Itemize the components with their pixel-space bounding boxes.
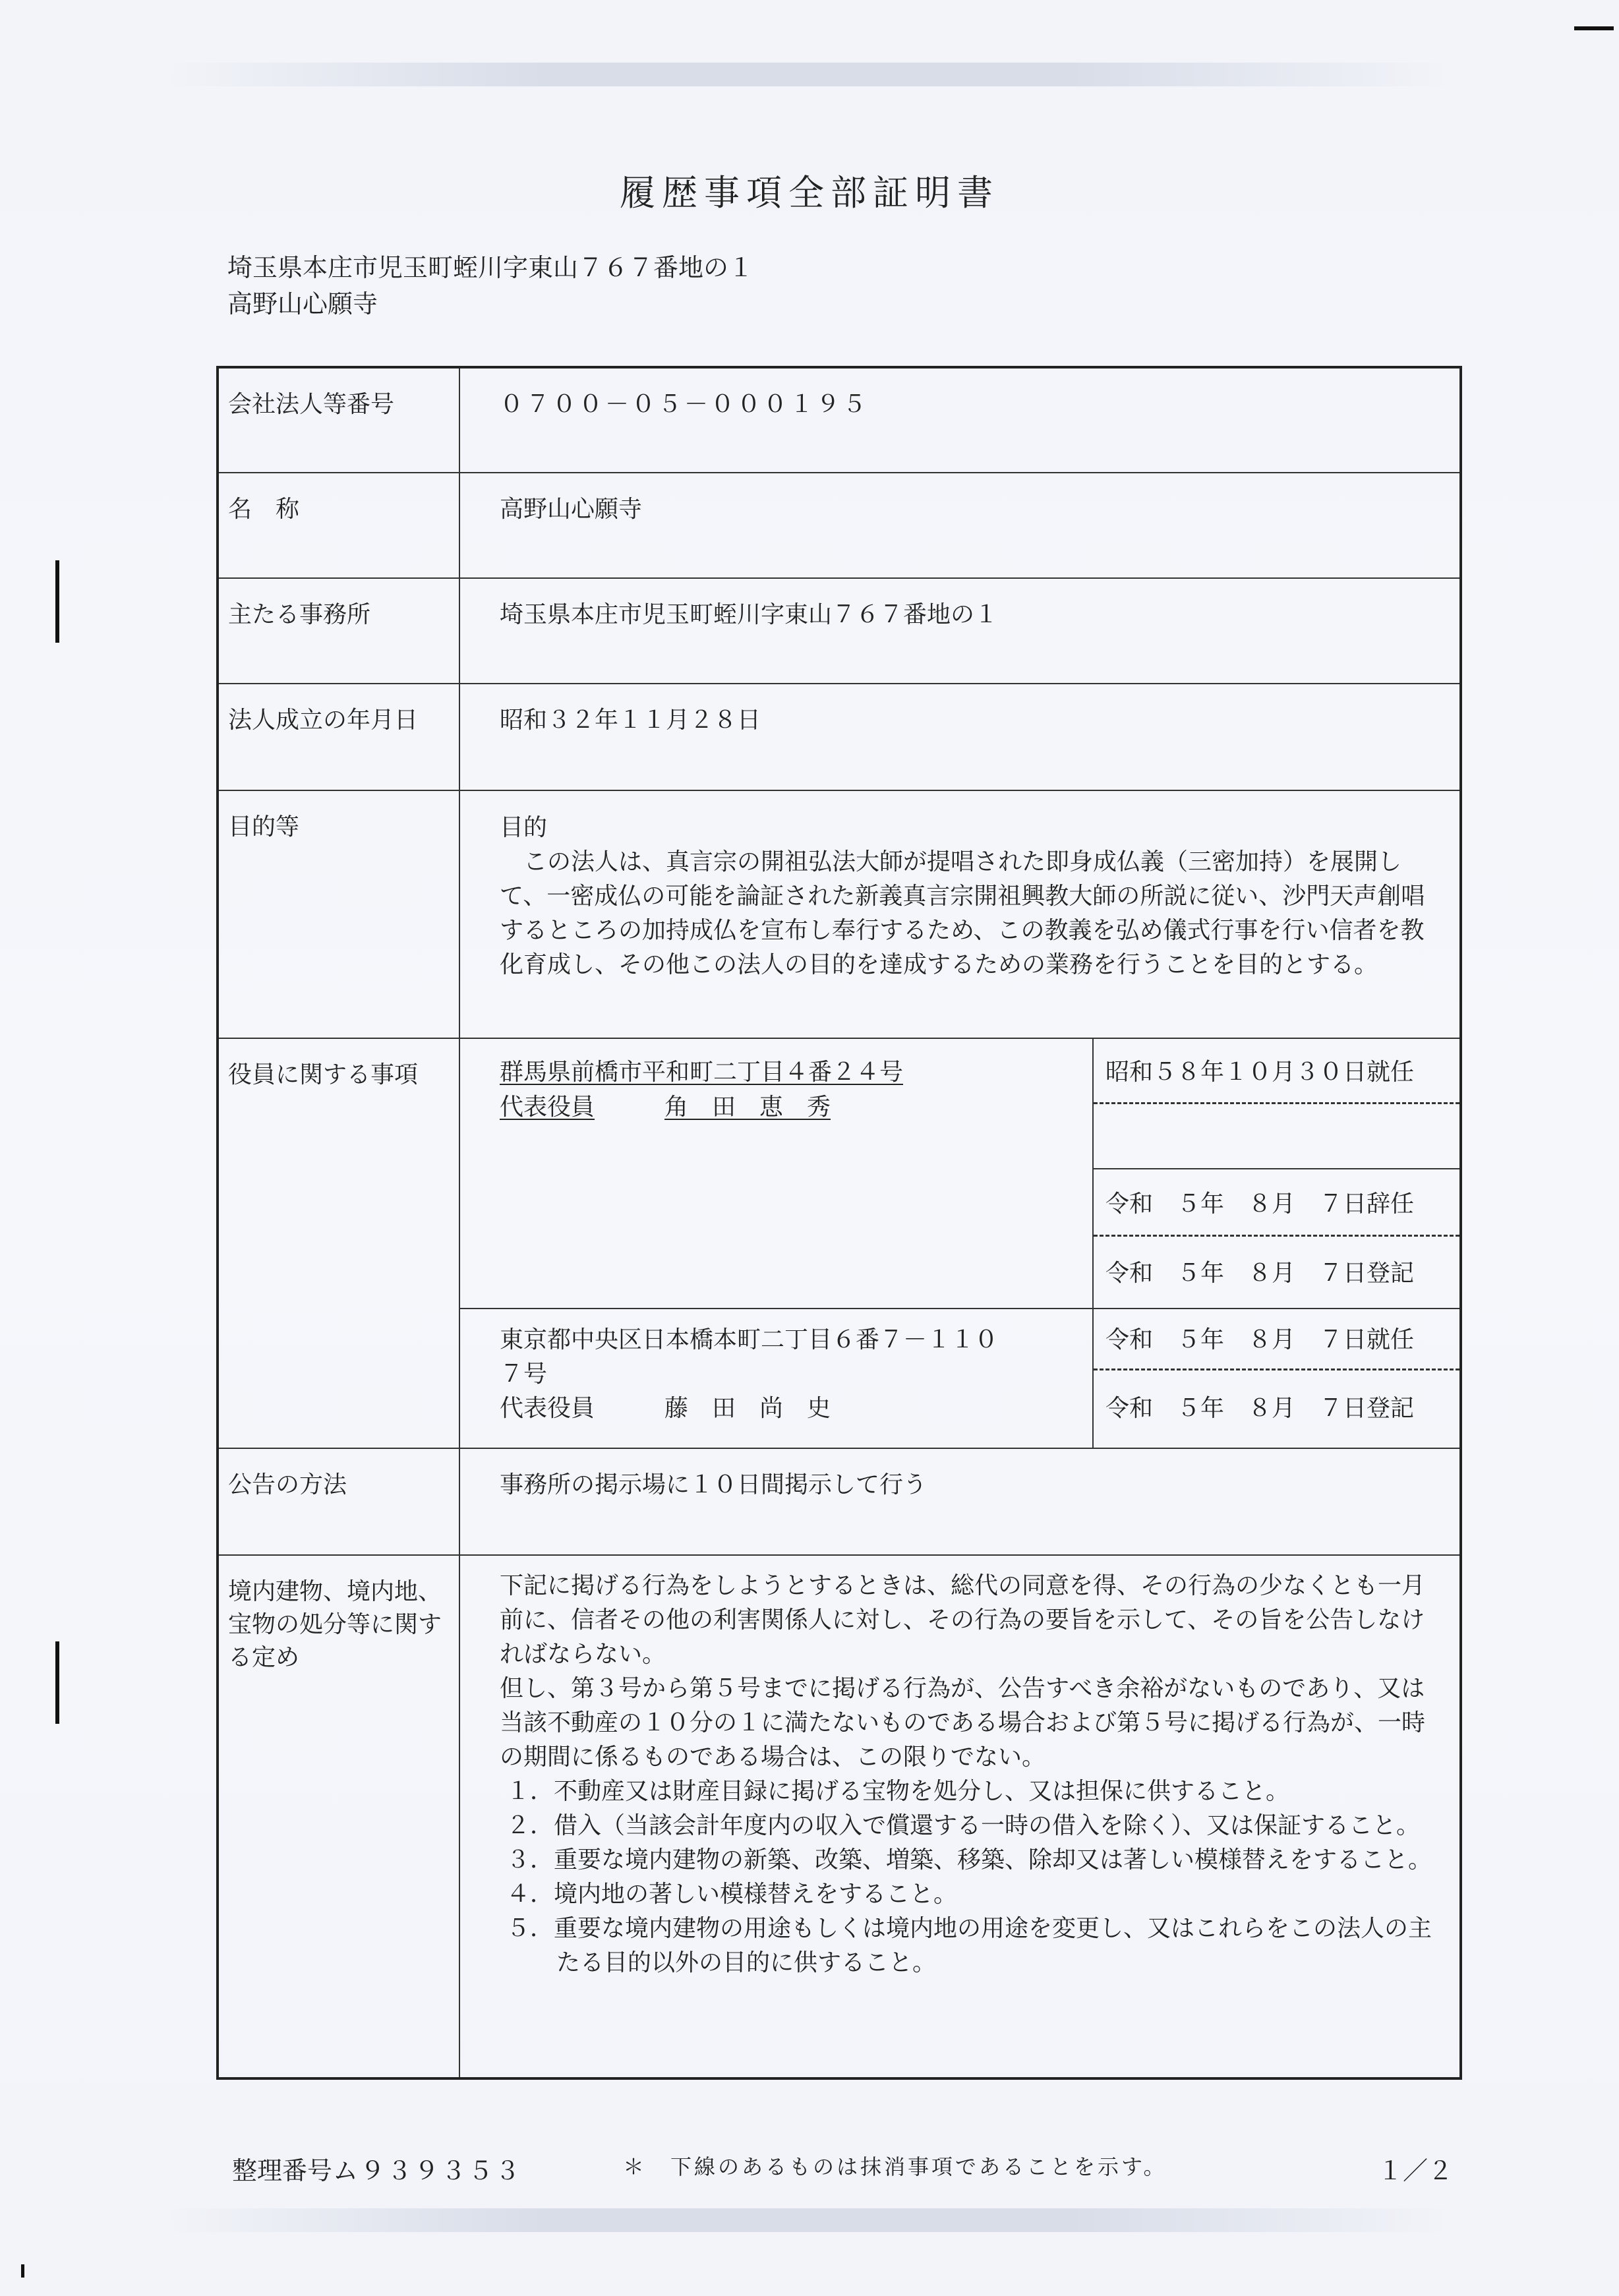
row-notice: [218, 1448, 1461, 1555]
property-item: ３．重要な境内建物の新築、改築、増築、移築、除却又は著しい模様替えをすること。: [506, 1846, 1432, 1873]
name-value: 高野山心願寺: [459, 473, 1461, 578]
officer2-name: 藤 田 尚 史: [664, 1395, 831, 1422]
purpose-text: この法人は、真言宗の開祖弘法大師が提唱された即身成仏義（三密加持）を展開して、一密成仏の可能を論証された新義真言宗開祖興教大師の所説に従い、沙門天声創唱するところの加持成仏を宣布し奉行するため、この教義を弘め儀式行事を行い信者を教化育成し、その他この法人の目的を達成するための業務を行うことを目的とする。: [500, 848, 1425, 978]
header-address: 埼玉県本庄市児玉町蛭川字東山７６７番地の１: [227, 253, 754, 282]
footer-ref-label: 整理番号: [232, 2156, 333, 2185]
officer1-date-registered: 令和 ５年 ８月 ７日登記: [1105, 1260, 1415, 1287]
property-item: ４．境内地の著しい模様替えをすること。: [506, 1881, 958, 1908]
officer2-address-line1: 東京都中央区日本橋本町二丁目６番７－１１０: [500, 1326, 999, 1353]
officer1-role: 代表役員: [500, 1094, 595, 1121]
property-items: [500, 1775, 1433, 1980]
row-office: [218, 578, 1461, 684]
date-divider: [1094, 1308, 1459, 1309]
header-name: 高野山心願寺: [227, 289, 378, 318]
row-purpose: [218, 790, 1461, 1038]
row-officers: [218, 1038, 1461, 1448]
officer1-date-resigned: 令和 ５年 ８月 ７日辞任: [1105, 1191, 1415, 1218]
row-established: [218, 684, 1461, 790]
notice-value: 事務所の掲示場に１０日間掲示して行う: [459, 1448, 1461, 1555]
established-value: 昭和３２年１１月２８日: [459, 684, 1461, 790]
property-label: 境内建物、境内地、宝物の処分等に関する定め: [218, 1555, 459, 2078]
officers-cell: [459, 1038, 1461, 1448]
page-number: １／２: [1378, 2156, 1454, 2185]
officers-label: 役員に関する事項: [218, 1038, 459, 1448]
notice-label: 公告の方法: [218, 1448, 459, 1555]
footer-ref-number: ム９３９３５３: [333, 2156, 523, 2185]
officer2-date-appointed: 令和 ５年 ８月 ７日就任: [1105, 1326, 1415, 1353]
officer2-role: 代表役員: [500, 1395, 595, 1422]
established-label: 法人成立の年月日: [218, 684, 459, 790]
officer1-date-appointed: 昭和５８年１０月３０日就任: [1105, 1059, 1415, 1086]
purpose-heading: 目的: [500, 814, 548, 841]
name-label: 名 称: [218, 473, 459, 578]
corner-mark: [1574, 26, 1614, 30]
dashed-separator: [1094, 1369, 1459, 1370]
document-title: 履歴事項全部証明書: [620, 172, 999, 214]
office-value: 埼玉県本庄市児玉町蛭川字東山７６７番地の１: [459, 578, 1461, 684]
property-item: １．不動産又は財産目録に掲げる宝物を処分し、又は担保に供すること。: [506, 1778, 1290, 1805]
row-corp-number: [218, 367, 1461, 473]
date-divider: [1094, 1168, 1459, 1169]
punch-mark-upper: [55, 560, 59, 643]
officer-divider: [460, 1308, 1094, 1309]
certificate-table: [216, 366, 1462, 2080]
office-label: 主たる事務所: [218, 578, 459, 684]
officer-dates-column: [1092, 1039, 1459, 1448]
top-decorative-band: [158, 63, 1457, 86]
property-paragraph-1: 下記に掲げる行為をしようとするときは、総代の同意を得、その行為の少なくとも一月前に、信者その他の利害関係人に対し、その行為の要旨を示して、その旨を公告しなければならない。: [500, 1572, 1426, 1668]
purpose-cell: [459, 790, 1461, 1038]
purpose-label: 目的等: [218, 790, 459, 1038]
edge-mark: [21, 2264, 24, 2278]
property-item: ２．借入（当該会計年度内の収入で償還する一時の借入を除く）、又は保証すること。: [506, 1812, 1421, 1839]
dashed-separator: [1094, 1102, 1459, 1104]
property-paragraph-2: 但し、第３号から第５号までに掲げる行為が、公告すべき余裕がないものであり、又は当該不動産の１０分の１に満たないものである場合および第５号に掲げる行為が、一時の期間に係るものである場合は、この限りでない。: [500, 1675, 1426, 1771]
corp-number-label: 会社法人等番号: [218, 367, 459, 473]
footer-note: ＊ 下線のあるものは抹消事項であることを示す。: [623, 2154, 1167, 2179]
officer1-address: 群馬県前橋市平和町二丁目４番２４号: [500, 1059, 904, 1086]
bottom-decorative-band: [158, 2208, 1457, 2232]
row-name: [218, 473, 1461, 578]
corp-number-value: ０７００－０５－０００１９５: [459, 367, 1461, 473]
officer2-date-registered: 令和 ５年 ８月 ７日登記: [1105, 1395, 1415, 1422]
property-cell: [459, 1555, 1461, 2078]
dashed-separator: [1094, 1235, 1459, 1237]
row-property: [218, 1555, 1461, 2078]
punch-mark-lower: [55, 1641, 59, 1724]
officer2-address-line2: ７号: [500, 1361, 548, 1388]
officer1-name: 角 田 恵 秀: [664, 1094, 831, 1121]
property-item: ５．重要な境内建物の用途もしくは境内地の用途を変更し、又はこれらをこの法人の主たる目的以外の目的に供すること。: [506, 1915, 1432, 1976]
